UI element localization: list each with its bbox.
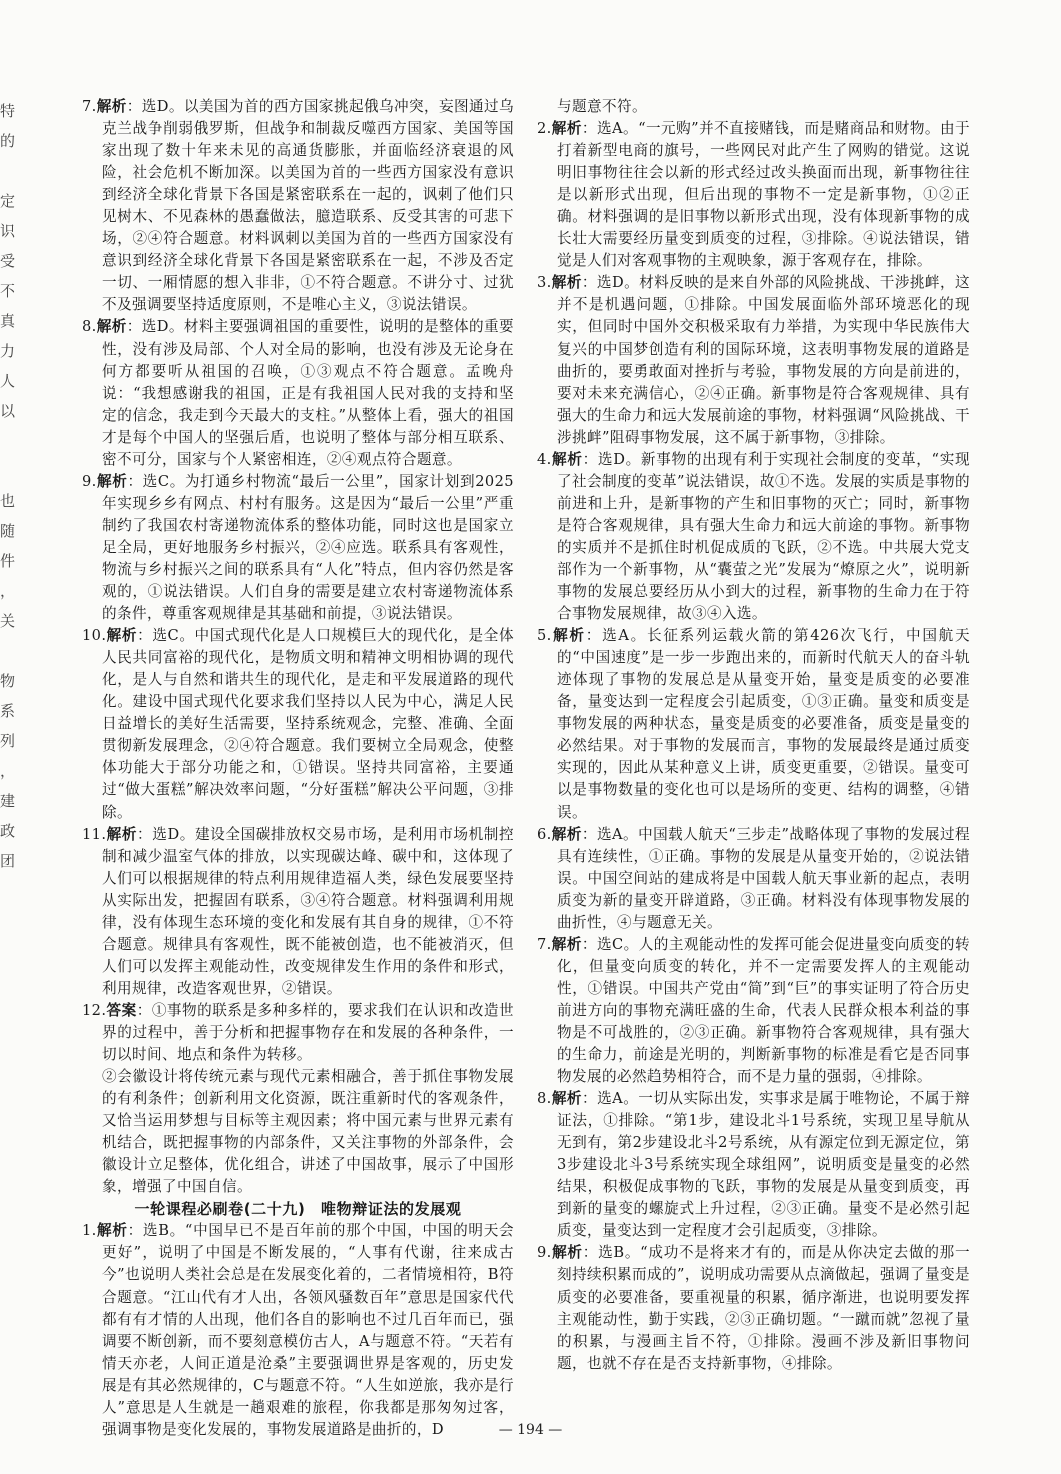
item-number: 2. xyxy=(537,120,552,138)
item-keyword: 解析 xyxy=(96,98,127,115)
item-text: ：选D。材料反映的是来自外部的风险挑战、干涉挑衅，这并不是机遇问题，①排除。中国发展面临外部环境恶化的现实，但同时中国外交积极采取有力举措，为实现中华民族伟大复兴的中国梦创造有利的国际环境，这表明事物发展的道路是曲折的，要勇敢面对挫折与考验，事物发展的方向是前进的，要对未来充满信心，②④正确。新事物是符合客观规律、具有强大的生命力和远大发展前途的事物，材料强调“风险挑战、干涉挑衅”阻碍事物发展，这不属于新事物，③排除。 xyxy=(557,274,970,446)
item-text: ：选B。“成功不是将来才有的，而是从你决定去做的那一刻持续积累而成的”，说明成功需要从点滴做起，强调了量变是质变的必要准备，要重视量的积累，循序渐进，也说明要发挥主观能动性，勤于实践，②③正确切题。“一蹴而就”忽视了量的积累，与漫画主旨不符，①排除。漫画不涉及新旧事物问题，也就不存在是否支持新事物，④排除。 xyxy=(557,1244,970,1372)
item-text: ：选A。“一元购”并不直接赌钱，而是赌商品和财物。由于打着新型电商的旗号，一些网民对此产生了网购的错觉。这说明旧事物往往会以新的形式经过改头换面而出现，新事物往往是以新形式出现，但后出现的事物不一定是新事物，①②正确。材料强调的是旧事物以新形式出现，没有体现新事物的成长壮大需要经历量变到质变的过程，③排除。④说法错误，错觉是人们对客观事物的主观映象，源于客观存在，排除。 xyxy=(557,120,970,270)
item-number: 4. xyxy=(537,450,552,468)
item-text: ：选C。为打通乡村物流“最后一公里”，国家计划到2025年实现乡乡有网点、村村有服务。这是因为“最后一公里”严重制约了我国农村寄递物流体系的整体功能，同时这也是国家立足全局，更好地服务乡村振兴，②④应选。联系具有客观性，物流与乡村振兴之间的联系具有“人化”特点，但内容仍然是客观的，①说法错误。人们自身的需要是建立农村寄递物流体系的条件，尊重客观规律是其基础和前提，③说法错误。 xyxy=(102,472,514,623)
left-margin-fragment: 特 的 定 识 受 不 真 力 人 以 也 随 件 ， 关 物 系 列 ， 建 政 团 xyxy=(0,102,16,870)
item-text: ：选A。一切从实际出发，实事求是属于唯物论，不属于辩证法，①排除。“第1步，建设北斗1号系统，实现卫星导航从无到有，第2步建设北斗2号系统，从有源定位到无源定位，第3步建设北斗3号系统实现全球组网”，说明质变是量变的必然结果，积极促成事物的飞跃，事物的发展是从量变到质变，再到新的量变的螺旋式上升过程，②③正确。量变不是必然引起质变，量变达到一定程度才会引起质变，③排除。 xyxy=(557,1090,970,1240)
answer-item xyxy=(82,316,514,470)
answer-item xyxy=(537,96,970,118)
item-keyword: 解析 xyxy=(96,472,128,490)
item-number: 7. xyxy=(537,935,552,953)
item-text: ：①事物的联系是多种多样的，要求我们在认识和改造世界的过程中，善于分析和把握事物存在和发展的各种条件，一切以时间、地点和条件为转移。 xyxy=(102,1001,514,1064)
answer-item xyxy=(82,1066,514,1198)
item-keyword: 解析 xyxy=(551,627,586,645)
right-column xyxy=(537,96,970,1375)
item-number: 3. xyxy=(537,274,552,292)
item-keyword: 解析 xyxy=(551,120,582,138)
page-number: — 194 — xyxy=(498,1422,563,1438)
answer-item xyxy=(537,934,970,1088)
item-text: ：选A。长征系列运载火箭的第426次飞行，中国航天的“中国速度”是一步一步跑出来的，而新时代航天人的奋斗轨迹体现了事物的发展总是从量变开始，量变是质变的必要准备，量变达到一定程度会引起质变，①③正确。量变和质变是事物发展的两种状态，量变是质变的必要准备，质变是量变的必然结果。对于事物的发展而言，事物的发展最终是通过质变实现的，因此从某种意义上讲，质变更重要，②错误。量变可以是事物数量的变化也可以是场所的变更、结构的调整，④错误。 xyxy=(557,627,970,821)
answer-item xyxy=(537,824,970,934)
item-number: 9. xyxy=(82,472,97,490)
item-keyword: 解析 xyxy=(96,1222,128,1240)
answer-item xyxy=(82,96,514,316)
item-number: 7. xyxy=(82,98,97,115)
item-keyword: 解析 xyxy=(106,825,138,843)
item-text: ：选D。以美国为首的西方国家挑起俄乌冲突，妄图通过乌克兰战争削弱俄罗斯，但战争和制裁反噬西方国家、美国等国家出现了数十年来未见的高通货膨胀，并面临经济衰退的风险，社会危机不断加深。以美国为首的一些西方国家没有意识到经济全球化背景下各国是紧密联系在一起的，讽刺了他们只见树木、不见森林的愚蠢做法，臆造联系、反受其害的可悲下场，②④符合题意。材料讽刺以美国为首的一些西方国家没有意识到经济全球化背景下各国是紧密联系在一起，不涉及否定一切、一厢情愿的想入非非，①不符合题意。不讲分寸、过犹不及强调要坚持适度原则，不是唯心主义，③说法错误。 xyxy=(102,98,514,314)
item-keyword: 解析 xyxy=(551,825,582,843)
item-keyword: 解析 xyxy=(551,1244,583,1262)
item-number: 8. xyxy=(82,318,97,336)
answer-item xyxy=(82,1220,514,1440)
answer-item xyxy=(537,118,970,272)
item-number: 1. xyxy=(82,1222,97,1240)
item-text: ：选C。中国式现代化是人口规模巨大的现代化，是全体人民共同富裕的现代化，是物质文明和精神文明相协调的现代化，是人与自然和谐共生的现代化，是走和平发展道路的现代化。建设中国式现代化要求我们坚持以人民为中心，满足人民日益增长的美好生活需要，坚持系统观念，完整、准确、全面贯彻新发展理念，②④符合题意。我们要树立全局观念，使整体功能大于部分功能之和，①错误。坚持共同富裕，主要通过“做大蛋糕”解决效率问题，“分好蛋糕”解决公平问题，③排除。 xyxy=(102,627,514,821)
answer-item xyxy=(537,449,970,625)
item-number: 12. xyxy=(82,1001,107,1019)
item-text: ②会徽设计将传统元素与现代元素相融合，善于抓住事物发展的有利条件；创新利用文化资源，既注重新时代的客观条件，又恰当运用梦想与目标等主观因素；将中国元素与世界元素有机结合，既把握事物的内部条件，又关注事物的外部条件，会徽设计立足整体，优化组合，讲述了中国故事，展示了中国形象，增强了中国自信。 xyxy=(102,1068,514,1196)
item-text: ：选D。材料主要强调祖国的重要性，说明的是整体的重要性，没有涉及局部、个人对全局的影响，也没有涉及无论身在何方都要听从祖国的召唤，①③观点不符合题意。孟晚舟说：“我想感谢我的祖国，正是有我祖国人民对我的支持和坚定的信念，我走到今天最大的支柱。”从整体上看，强大的祖国才是每个中国人的坚强后盾，也说明了整体与部分相互联系、密不可分，国家与个人紧密相连，②④观点符合题意。 xyxy=(102,318,514,468)
item-text: ：选A。中国载人航天“三步走”战略体现了事物的发展过程具有连续性，①正确。事物的发展是从量变开始的，②说法错误。中国空间站的建成将是中国载人航天事业新的起点，表明质变为新的量变开辟道路，③正确。材料没有体现事物发展的曲折性，④与题意无关。 xyxy=(557,825,970,931)
section-title: 一轮课程必刷卷(二十九) 唯物辩证法的发展观 xyxy=(134,1200,462,1219)
item-text: ：选D。建设全国碳排放权交易市场，是利用市场机制控制和减少温室气体的排放，以实现碳达峰、碳中和，这体现了人们可以根据规律的特点利用规律造福人类，绿色发展要坚持从实际出发，把握固有联系，③④符合题意。材料强调利用规律，没有体现生态环境的变化和发展有其自身的规律，①不符合题意。规律具有客观性，既不能被创造，也不能被消灭，但人们可以发挥主观能动性，改变规律发生作用的条件和形式，利用规律，改造客观世界，②错误。 xyxy=(102,825,514,997)
answer-item xyxy=(537,272,970,448)
item-keyword: 答案 xyxy=(106,1001,137,1019)
item-keyword: 解析 xyxy=(106,627,138,645)
item-text: 与题意不符。 xyxy=(557,98,647,115)
item-number: 6. xyxy=(537,825,552,843)
item-number: 5. xyxy=(537,627,552,645)
item-keyword: 解析 xyxy=(551,450,583,468)
answer-item xyxy=(82,471,514,625)
item-keyword: 解析 xyxy=(551,935,582,953)
item-keyword: 解析 xyxy=(551,274,582,292)
item-number: 8. xyxy=(537,1090,552,1108)
answer-item xyxy=(537,1088,970,1242)
item-keyword: 解析 xyxy=(551,1090,582,1108)
item-text: ：选D。新事物的出现有利于实现社会制度的变革，“实现了社会制度的变革”说法错误，故①不选。发展的实质是事物的前进和上升，是新事物的产生和旧事物的灭亡；同时，新事物是符合客观规律，具有强大生命力和远大前途的事物。新事物的实质并不是抓住时机促成质的飞跃，②不选。中共展大党支部作为一个新事物，从“囊萤之光”发展为“燎原之火”，说明新事物的发展总要经历从小到大的过程，新事物的生命力在于符合事物发展规律，故③④入选。 xyxy=(557,450,970,623)
answer-item xyxy=(82,625,514,823)
item-text: ：选B。“中国早已不是百年前的那个中国，中国的明天会更好”，说明了中国是不断发展的，“人事有代谢，往来成古今”也说明人类社会总是在发展变化着的，二者情境相符，B符合题意。“江山代有才人出，各领风骚数百年”意思是国家代代都有有才情的人出现，他们各自的影响也不过几百年而已，强调要不断创新，而不要刻意模仿古人，A与题意不符。“天若有情天亦老，人间正道是沧桑”主要强调世界是客观的，历史发展是有其必然规律的，C与题意不符。“人生如逆旅，我亦是行人”意思是人生就是一趟艰难的旅程，你我都是那匆匆过客，强调事物是变化发展的，事物发展道路是曲折的，D xyxy=(102,1222,514,1438)
answer-item xyxy=(537,625,970,823)
item-number: 10. xyxy=(82,627,107,645)
left-column xyxy=(82,96,514,1441)
item-text: ：选C。人的主观能动性的发挥可能会促进量变向质变的转化，但量变向质变的转化，并不一定需要发挥人的主观能动性，①错误。中国共产党由“简”到“巨”的事实证明了符合历史前进方向的事物充满旺盛的生命，代表人民群众根本利益的事物是不可战胜的，②③正确。新事物符合客观规律，具有强大的生命力，前途是光明的，判断新事物的标准是看它是否同事物发展的必然趋势相符合，而不是力量的强弱，④排除。 xyxy=(557,935,970,1086)
item-keyword: 解析 xyxy=(96,318,127,336)
answer-item xyxy=(82,1000,514,1066)
item-number: 11. xyxy=(82,825,107,843)
item-number: 9. xyxy=(537,1244,552,1262)
answer-item xyxy=(82,824,514,1000)
answer-item xyxy=(537,1242,970,1374)
